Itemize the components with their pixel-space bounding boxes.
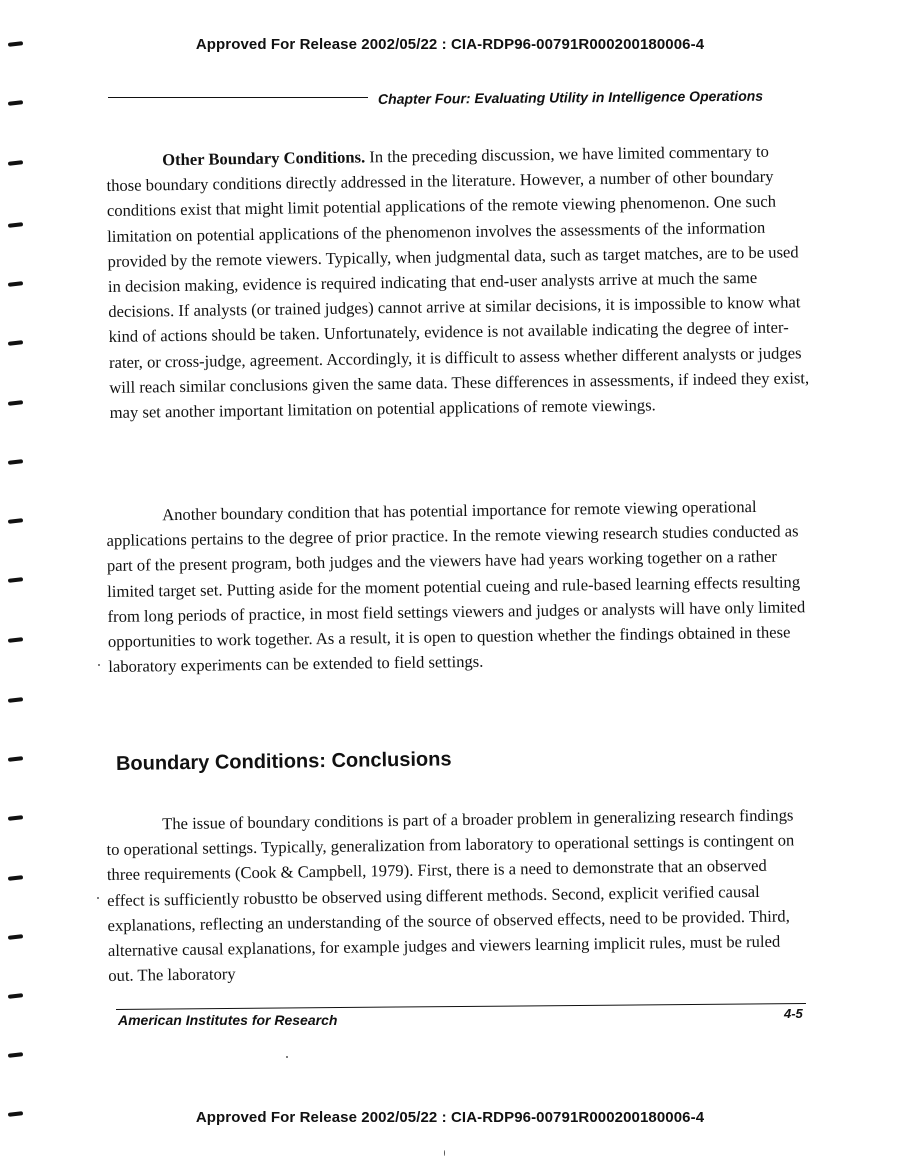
paragraph-generalization bbox=[106, 802, 808, 988]
binder-hole-mark bbox=[8, 637, 23, 643]
binder-hole-mark bbox=[8, 222, 23, 228]
scan-speck bbox=[98, 664, 100, 666]
run-in-heading: Other Boundary Conditions. bbox=[162, 147, 366, 170]
scan-speck bbox=[97, 897, 99, 899]
section-heading: Boundary Conditions: Conclusions bbox=[115, 748, 452, 775]
paragraph-text: The issue of boundary conditions is part of a broader problem in generalizing research findings to operational settings. Typically, generalization from laboratory to operational settings is contingent on three requirements (Cook & Campbell, 1979). First, there is a need to demonstrate that an observed effect is sufficiently robustto be observed using different methods. Second, explicit verified causal explanations, reflecting an understanding of the source of observed effects, need to be provided. Third, alternative causal explanations, for example judges and viewers learning implicit rules, must be ruled out. The laboratory bbox=[106, 805, 795, 986]
binder-hole-mark bbox=[8, 281, 23, 287]
paragraph-text: Another boundary condition that has potential importance for remote viewing operational applications pertains to the degree of prior practice. In the remote viewing research studies conducted as part of the present program, both judges and the viewers have had years working together on a rather limited target set. Putting aside for the moment potential cueing and rule-based learning effects resulting from long periods of practice, in most field settings viewers and judges or analysts will have only limited opportunities to work together. As a result, it is open to question whether the findings obtained in these laboratory experiments can be extended to field settings. bbox=[106, 496, 806, 677]
page-number: 4-5 bbox=[784, 1006, 803, 1021]
scan-speck bbox=[444, 1150, 445, 1156]
binder-hole-mark bbox=[8, 934, 23, 940]
binder-hole-mark bbox=[8, 815, 23, 821]
release-stamp-top: Approved For Release 2002/05/22 : CIA-RDP96-00791R000200180006-4 bbox=[195, 36, 705, 53]
release-stamp-bottom: Approved For Release 2002/05/22 : CIA-RDP96-00791R000200180006-4 bbox=[195, 1109, 705, 1126]
binder-hole-mark bbox=[8, 400, 23, 406]
chapter-header: Chapter Four: Evaluating Utility in Intelligence Operations bbox=[377, 87, 764, 107]
binder-hole-mark bbox=[8, 993, 23, 999]
footer-rule bbox=[116, 1003, 806, 1010]
paragraph-other-boundary-conditions bbox=[106, 138, 810, 425]
binder-hole-mark bbox=[8, 875, 23, 881]
paragraph-text: In the preceding discussion, we have limited commentary to those boundary conditions directly addressed in the literature. However, a number of other boundary conditions exist that might limit potential applications of the remote viewing phenomenon. One such limitation on potential applications of the phenomenon involves the assessments of the information provided by the remote viewers. Typically, when judgmental data, such as target matches, are to be used in decision making, evidence is required indicating that end-user analysts arrive at much the same decisions. If analysts (or trained judges) cannot arrive at similar decisions, it is impossible to know what kind of actions should be taken. Unfortunately, evidence is not available indicating the degree of inter-rater, or cross-judge, agreement. Accordingly, it is difficult to assess whether different analysts or judges will reach similar conclusions given the same data. These differences in assessments, if indeed they exist, may set another important limitation on potential applications of remote viewings. bbox=[106, 141, 810, 423]
binder-hole-mark bbox=[8, 340, 23, 346]
binder-hole-mark bbox=[8, 459, 23, 465]
binder-hole-mark bbox=[8, 100, 23, 106]
binder-hole-mark bbox=[8, 697, 23, 703]
binder-hole-mark bbox=[8, 577, 23, 583]
binder-hole-mark bbox=[8, 160, 23, 166]
paragraph-prior-practice bbox=[106, 493, 808, 679]
binder-hole-mark bbox=[8, 756, 23, 762]
binder-hole-mark bbox=[8, 1052, 23, 1058]
footer-organization: American Institutes for Research bbox=[118, 1012, 338, 1028]
binder-hole-mark bbox=[8, 518, 23, 524]
scan-speck bbox=[286, 1056, 288, 1058]
header-rule bbox=[108, 97, 368, 98]
